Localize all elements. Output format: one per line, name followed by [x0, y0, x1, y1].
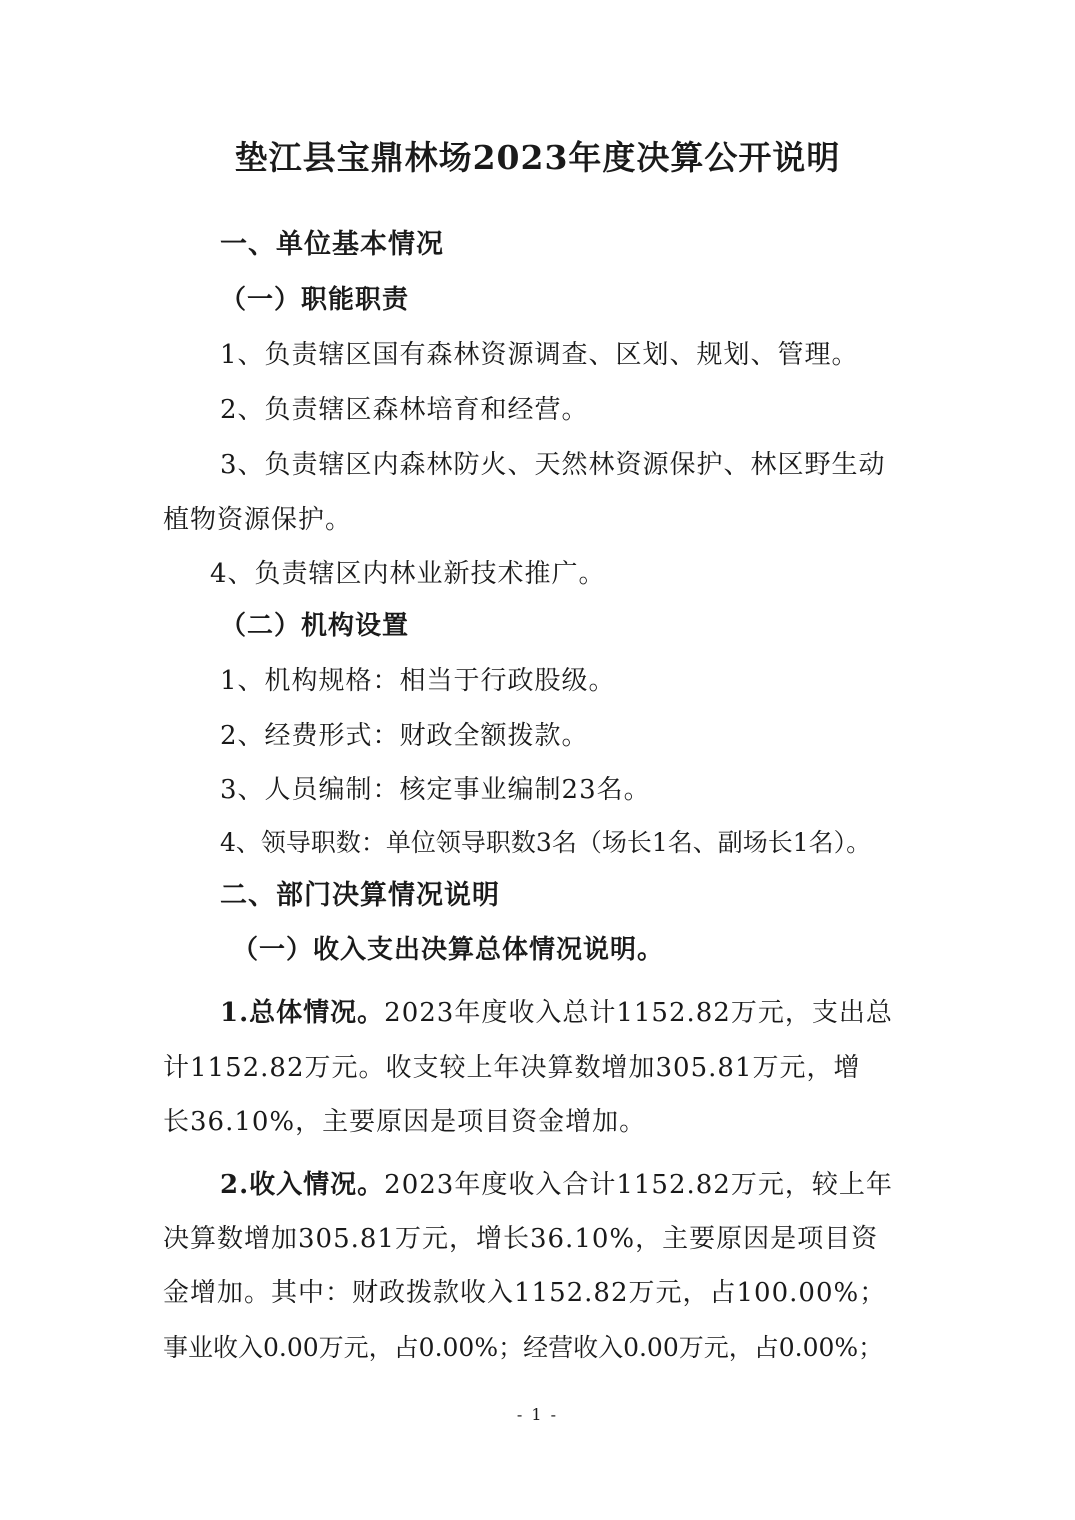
subsection-heading-organization: （二）机构设置 — [220, 611, 410, 641]
duty-item-4: 4、负责辖区内林业新技术推广。 — [210, 559, 606, 589]
overall-paragraph-line-2: 计1152.82万元。收支较上年决算数增加305.81万元，增 — [163, 1053, 861, 1083]
revenue-lead: 2.收入情况。 — [220, 1170, 385, 1200]
overall-paragraph-line-1 — [220, 985, 913, 1041]
revenue-paragraph-line-1 — [220, 1157, 913, 1213]
org-item-1: 1、机构规格：相当于行政股级。 — [220, 666, 616, 696]
subsection-heading-duties: （一）职能职责 — [220, 285, 410, 315]
document-title: 垫江县宝鼎林场2023年度决算公开说明 — [234, 138, 841, 177]
revenue-paragraph-line-4: 事业收入0.00万元，占0.00%；经营收入0.00万元，占0.00%； — [163, 1333, 884, 1362]
revenue-paragraph-line-2: 决算数增加305.81万元，增长36.10%，主要原因是项目资 — [163, 1224, 879, 1254]
org-item-3: 3、人员编制：核定事业编制23名。 — [220, 775, 651, 805]
revenue-paragraph-line-3: 金增加。其中：财政拨款收入1152.82万元，占100.00%； — [163, 1278, 887, 1308]
revenue-text-1: 2023年度收入合计1152.82万元，较上年 — [384, 1170, 893, 1200]
overall-paragraph-line-3: 长36.10%，主要原因是项目资金增加。 — [163, 1107, 647, 1137]
section-heading-final-accounts: 二、部门决算情况说明 — [220, 880, 500, 911]
overall-lead: 1.总体情况。 — [220, 998, 385, 1028]
duty-item-2: 2、负责辖区森林培育和经营。 — [220, 395, 589, 425]
duty-item-3: 3、负责辖区内森林防火、天然林资源保护、林区野生动 — [220, 450, 886, 480]
page-number: - 1 - — [516, 1405, 559, 1424]
subsection-heading-revenue-expenditure: （一）收入支出决算总体情况说明。 — [232, 935, 665, 965]
duty-item-1: 1、负责辖区国有森林资源调查、区划、规划、管理。 — [220, 340, 859, 370]
org-item-2: 2、经费形式：财政全额拨款。 — [220, 721, 589, 751]
org-item-4: 4、领导职数：单位领导职数3名（场长1名、副场长1名）。 — [220, 828, 872, 857]
section-heading-basic-info: 一、单位基本情况 — [220, 229, 444, 260]
overall-text-1: 2023年度收入总计1152.82万元，支出总 — [384, 998, 893, 1028]
duty-item-3-continued: 植物资源保护。 — [163, 505, 353, 535]
